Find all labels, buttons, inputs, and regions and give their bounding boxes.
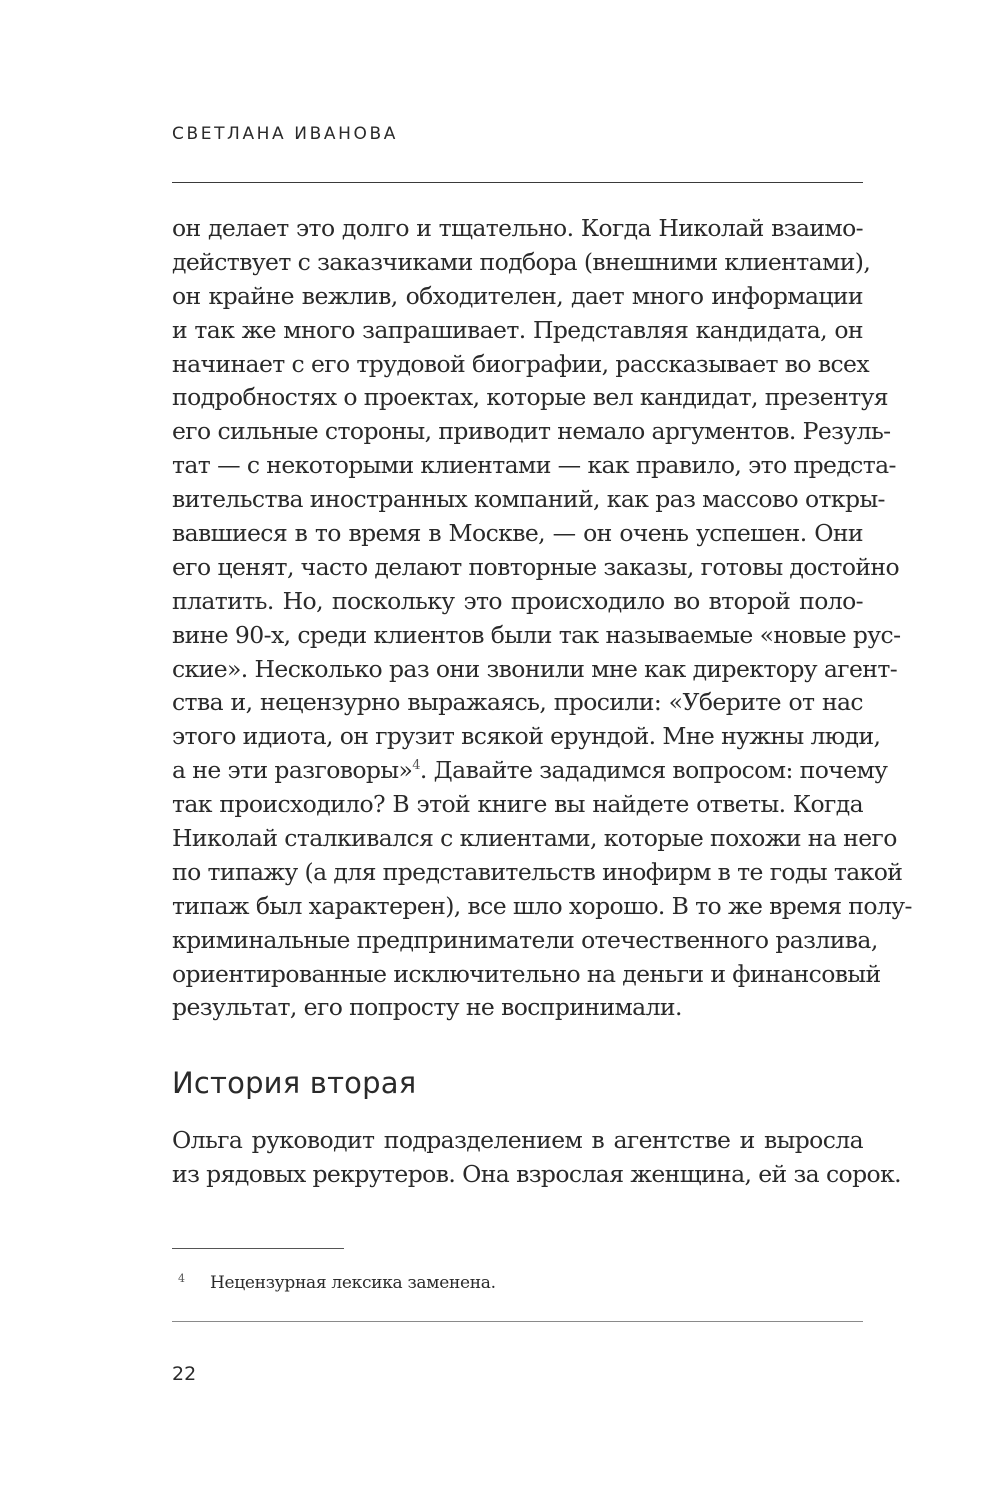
text-line: вительства иностранных компаний, как раз массово откры- (172, 485, 885, 514)
text-line: он делает это долго и тщательно. Когда Николай взаимо- (172, 214, 863, 242)
text-line: он крайне вежлив, обходителен, дает много информации (172, 281, 863, 310)
paragraph-1 (172, 212, 912, 1025)
text-line: вавшиеся в то время в Москве, — он очень успешен. Они (172, 519, 863, 548)
text-line: криминальные предприниматели отечественного разлива, (172, 925, 878, 954)
text-line: ориентированные исключительно на деньги и финансовый (172, 959, 881, 988)
text-line: ства и, нецензурно выражаясь, просили: «Уберите от нас (172, 688, 863, 717)
text-line: из рядовых рекрутеров. Она взрослая женщина, ей за сорок. (172, 1159, 902, 1188)
text-line: типаж был характерен), все шло хорошо. В то же время полу- (172, 891, 912, 920)
footnote-reference[interactable]: 4 (412, 758, 420, 774)
footnote-divider (172, 1248, 344, 1249)
text-segment: а не эти разговоры» (172, 756, 413, 785)
text-line: тат — с некоторыми клиентами — как правило, это предста- (172, 451, 896, 480)
footnote (172, 1272, 496, 1293)
footer-divider (172, 1321, 863, 1322)
text-line: его сильные стороны, приводит немало аргументов. Резуль- (172, 417, 891, 446)
text-line: и так же много запрашивает. Представляя кандидата, он (172, 315, 863, 344)
paragraph-2 (172, 1124, 902, 1192)
text-line: подробностях о проектах, которые вел кандидат, презентуя (172, 383, 889, 412)
footnote-number: 4 (178, 1272, 185, 1285)
running-head-author: СВЕТЛАНА ИВАНОВА (172, 124, 398, 144)
footnote-text: Нецензурная лексика заменена. (210, 1273, 496, 1293)
text-line: результат, его попросту не воспринимали. (172, 993, 682, 1022)
text-line: вине 90-х, среди клиентов были так называемые «новые рус- (172, 620, 901, 649)
page-number: 22 (172, 1363, 197, 1385)
text-segment: . Давайте зададимся вопросом: почему (419, 756, 888, 785)
text-line: начинает с его трудовой биографии, рассказывает во всех (172, 349, 869, 378)
header-divider (172, 182, 863, 183)
text-line: так происходило? В этой книге вы найдете ответы. Когда (172, 790, 863, 819)
text-line: по типажу (а для представительств инофирм в те годы такой (172, 857, 903, 886)
text-line-with-footnote (172, 754, 888, 788)
text-line: Ольга руководит подразделением в агентстве и выросла (172, 1126, 863, 1154)
section-heading: История вторая (172, 1066, 417, 1100)
text-line: Николай сталкивался с клиентами, которые похожи на него (172, 824, 897, 853)
text-line: ские». Несколько раз они звонили мне как директору агент- (172, 654, 898, 683)
text-line: действует с заказчиками подбора (внешними клиентами), (172, 247, 871, 276)
text-line: этого идиота, он грузит всякой ерундой. Мне нужны люди, (172, 722, 881, 751)
text-line: платить. Но, поскольку это происходило во второй поло- (172, 586, 863, 615)
text-line: его ценят, часто делают повторные заказы, готовы достойно (172, 552, 900, 581)
